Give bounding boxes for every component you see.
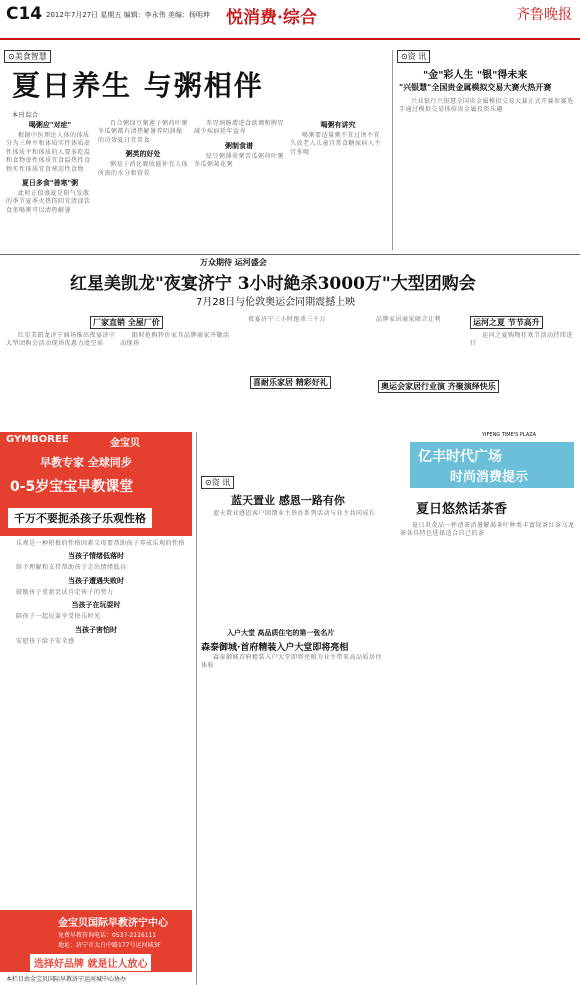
body-text: 限时抢购特价家具品牌商家齐聚活动现场 (120, 332, 230, 348)
yifeng-section (396, 432, 580, 985)
gymboree-badge: 金宝贝 (110, 438, 140, 449)
gymboree-ad (0, 910, 192, 972)
body-text: 乐观是一种积极的性格因素父母要帮助孩子养成乐观的性格 (16, 540, 186, 547)
food-col-1 (6, 120, 94, 215)
body-text: 森泰御城首府精装入户大堂即将亮相为业主带来高品质居住体验 (201, 654, 383, 670)
gym-sub: 当孩子遭遇失败时 (68, 576, 124, 585)
body-text: 养胃润肠增进食欲调和脾胃减少疾病延年益寿 (194, 120, 285, 136)
body-text: 红星美凯龙济宁商场推出夜宴济宁大型团购会活动现场优惠力度空前 (6, 332, 116, 348)
gymboree-section (0, 432, 192, 985)
gymboree-banner (0, 432, 192, 536)
body-text: 蓝天置业感恩客户回馈业主举办系列活动与业主共同成长 (213, 510, 376, 517)
ad-tagline: 选择好品牌 就是让人放心 (30, 954, 151, 971)
mid-kicker: 万众期待 运河盛会 (200, 258, 267, 267)
mid-ad-box: 奥运会家居行业演 齐聚演绎快乐 (378, 380, 499, 393)
paper-logo: 齐鲁晚报 (516, 7, 572, 23)
mid-banner (0, 254, 580, 311)
body-text: 百合粥绿豆粥莲子粥荷叶粥冬瓜粥都有清热解暑养阴润燥的功效夏日宜常食 (98, 120, 189, 144)
body-text: 喝粥要适量粥不宜过烫不宜久放老人儿童宜常食糖尿病人不宜多喝 (290, 132, 382, 156)
food-sub-2: 夏日多食"善寒"粥 (21, 179, 79, 188)
mid-col-headline2: 森泰御城·首府精装入户大堂即将亮相 (201, 643, 349, 653)
mid-ad-box: 运河之夏 节节高升 (470, 316, 543, 329)
gymboree-class: 0-5岁宝宝早教课堂 (10, 479, 134, 495)
body-text: 此时正值盛夏是阳气发散的季节夏季火热伤阴宜清淡饮食多喝粥可以清热解暑 (6, 190, 91, 214)
body-text: 陪孩子一起玩耍享受快乐时光 (16, 613, 101, 621)
yifeng-banner (410, 442, 574, 488)
body-text: 运河之夏购物狂欢节活动持续进行 (470, 332, 574, 348)
body-text: 夏日炎炎品一杯清茶消暑解渴茶叶种类丰富绿茶红茶乌龙茶各具特色选择适合自己的茶 (400, 522, 575, 538)
food-sub-1: 喝粥应"对症" (28, 121, 72, 129)
food-col-2 (98, 120, 188, 178)
issue-meta: 2012年7月27日 星期五 编辑：李永伟 美编：杨明坤 (46, 11, 210, 19)
body-text: 安慰孩子给予安全感 (16, 637, 75, 645)
gymboree-brand: GYMBOREE (6, 434, 69, 445)
gymboree-tagline: 早教专家 全球同步 (40, 456, 132, 469)
news-article-gold (392, 50, 579, 250)
gym-sub: 当孩子在玩耍时 (71, 601, 121, 610)
section-title: 悦消费·综合 (226, 8, 317, 28)
column-label: ⊙资 讯 (201, 476, 234, 489)
yifeng-body (400, 522, 576, 539)
body-text: 夜宴济宁三小时绝杀三千万 (248, 316, 327, 323)
gym-sub: 当孩子情绪低落时 (68, 552, 124, 561)
body-text: 鼓励孩子重新尝试肯定孩子的努力 (16, 588, 114, 596)
gym-footer: 本栏目由金宝贝国际早教济宁运河城中心协办 (6, 976, 127, 983)
column-label: ⊙资 讯 (397, 50, 430, 63)
news-subheadline: "兴银慧"全国贵金属模拟交易大赛火热开赛 (399, 83, 552, 92)
food-col-4 (290, 120, 386, 157)
body-text: 粥易于消化吸收能补充人体所需的水分和营养 (98, 161, 189, 177)
ad-address: 地址：济宁市太白中路177号运河城3F (58, 942, 161, 949)
yifeng-brand-en: YIFENG TIME'S PLAZA (482, 432, 537, 438)
page-header (0, 0, 580, 40)
body-text: 根据中医理论人体的体质分为三种平和体质实性体质虚性体质平和体质的人要多吃温和食物虚性体质宜食温热性食物实性体质宜食寒凉性食物 (6, 132, 91, 173)
yifeng-tag: 时尚消费提示 (450, 470, 529, 485)
food-sub-5: 喝粥有讲究 (320, 121, 356, 129)
byline: 本刊 综合 (12, 112, 38, 119)
body-text: 绿豆粥薄荷粥苦瓜粥荷叶粥冬瓜粥菊花粥 (194, 152, 285, 169)
mid-headline: 红星美凯龙"夜宴济宁 3小时絶杀3000万"大型团购会 (70, 274, 476, 294)
food-headline: 夏日养生 与粥相伴 (12, 69, 264, 102)
food-sub-4: 粥制食谱 (225, 141, 253, 150)
food-col-3 (194, 120, 284, 170)
mid-ad-box: 厂家直销 全屋厂价 (90, 316, 163, 329)
gymboree-headline: 千万不要扼杀孩子乐观性格 (8, 508, 152, 528)
body-text: 兴业银行兴银慧全国贵金属模拟交易大赛正式开赛参赛选手通过模拟交易体验贵金属投资乐趣 (399, 98, 574, 114)
mid-ad-box: 喜耐乐家居 精彩好礼 (250, 376, 331, 389)
column-label: ⊙美食智慧 (4, 50, 51, 63)
page-number: C14 (6, 4, 43, 24)
food-article (0, 50, 388, 250)
body-text: 品牌家居商家联合让利 (376, 316, 442, 323)
news-body (399, 98, 575, 115)
mid-col-headline: 蓝天置业 感恩一路有你 (231, 494, 345, 507)
gym-sub: 当孩子害怕时 (75, 625, 117, 634)
yifeng-headline: 夏日悠然话茶香 (416, 502, 508, 517)
ad-title: 金宝贝国际早教济宁中心 (58, 918, 168, 929)
food-sub-3: 粥类的好处 (125, 150, 161, 159)
body-text: 给予理解和支持帮助孩子走出情绪低谷 (16, 564, 127, 572)
yifeng-brand: 亿丰时代广场 (418, 449, 502, 465)
mid-ad-article (0, 312, 580, 428)
ad-phone: 免费早教咨询电话：0537-2116111 (58, 932, 157, 939)
mid-col-kicker: 入户大堂 高品质住宅的第一张名片 (227, 629, 335, 637)
mid-subhead: 7月28日与伦敦奥运会同期震撼上映 (196, 297, 356, 308)
gymboree-body (4, 540, 188, 646)
middle-column (196, 432, 393, 985)
news-headline: "金"彩人生 "银"得未来 (423, 70, 528, 81)
